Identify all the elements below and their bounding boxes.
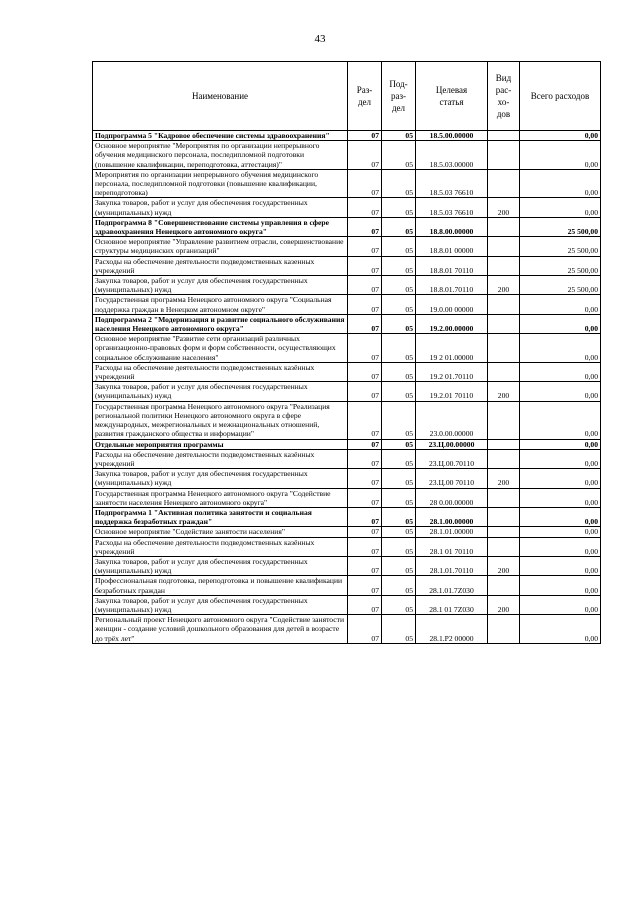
cell-name: Подпрограмма 8 "Совершенствование системы управления в сфере здравоохранения Ненецкого автономного округа" bbox=[93, 217, 348, 236]
cell-section: 07 bbox=[348, 449, 382, 468]
cell-expense-type: 200 bbox=[488, 595, 520, 614]
table-row bbox=[93, 141, 601, 170]
header-article: Целевая статья bbox=[416, 62, 488, 131]
cell-expense-type bbox=[488, 401, 520, 439]
cell-article: 28.1.01.00000 bbox=[416, 527, 488, 537]
table-row bbox=[93, 382, 601, 401]
table-row bbox=[93, 556, 601, 575]
cell-article: 18.5.03 76610 bbox=[416, 198, 488, 217]
table-row bbox=[93, 449, 601, 468]
cell-expense-type bbox=[488, 169, 520, 198]
cell-expense-type bbox=[488, 237, 520, 256]
cell-name: Основное мероприятие "Мероприятия по организации непрерывного обучения медицинского персонала, последипломной подготовки (повышение квалификации, переподготовка, аттестация)" bbox=[93, 141, 348, 170]
table-header-row bbox=[93, 62, 601, 131]
cell-name: Закупка товаров, работ и услуг для обеспечения государственных (муниципальных) нужд bbox=[93, 595, 348, 614]
cell-total: 0,00 bbox=[520, 595, 601, 614]
cell-section: 07 bbox=[348, 469, 382, 488]
cell-total: 25 500,00 bbox=[520, 217, 601, 236]
cell-section: 07 bbox=[348, 401, 382, 439]
cell-name: Закупка товаров, работ и услуг для обеспечения государственных (муниципальных) нужд bbox=[93, 556, 348, 575]
cell-subsection: 05 bbox=[382, 439, 416, 449]
cell-section: 07 bbox=[348, 595, 382, 614]
table-row bbox=[93, 276, 601, 295]
cell-name: Государственная программа Ненецкого автономного округа "Реализация региональной политики Ненецкого автономного округа в сфере международных, межрегиональных и межнациональных отношений, развития гражданского общества и информации" bbox=[93, 401, 348, 439]
table-row bbox=[93, 401, 601, 439]
cell-article: 28.1 01 70110 bbox=[416, 537, 488, 556]
cell-expense-type bbox=[488, 488, 520, 507]
table-row bbox=[93, 537, 601, 556]
cell-total: 0,00 bbox=[520, 469, 601, 488]
cell-subsection: 05 bbox=[382, 256, 416, 275]
cell-article: 28.1.01.70110 bbox=[416, 556, 488, 575]
cell-subsection: 05 bbox=[382, 198, 416, 217]
table-row bbox=[93, 439, 601, 449]
cell-section: 07 bbox=[348, 527, 382, 537]
cell-total: 0,00 bbox=[520, 334, 601, 363]
table-row bbox=[93, 169, 601, 198]
cell-article: 19.2.00.00000 bbox=[416, 314, 488, 333]
cell-name: Подпрограмма 2 "Модернизация и развитие социального обслуживания населения Ненецкого автономного округа" bbox=[93, 314, 348, 333]
cell-name: Подпрограмма 5 "Кадровое обеспечение системы здравоохранения" bbox=[93, 131, 348, 141]
cell-total: 0,00 bbox=[520, 439, 601, 449]
cell-section: 07 bbox=[348, 556, 382, 575]
cell-article: 18.5.03.00000 bbox=[416, 141, 488, 170]
cell-expense-type bbox=[488, 537, 520, 556]
cell-expense-type bbox=[488, 334, 520, 363]
cell-expense-type bbox=[488, 576, 520, 595]
cell-total: 0,00 bbox=[520, 556, 601, 575]
cell-expense-type bbox=[488, 362, 520, 381]
cell-subsection: 05 bbox=[382, 314, 416, 333]
table-row bbox=[93, 576, 601, 595]
cell-section: 07 bbox=[348, 507, 382, 526]
table-row bbox=[93, 488, 601, 507]
cell-name: Основное мероприятие "Развитие сети организаций различных организационно-правовых форм и форм собственности, осуществляющих социальное обслуживание населения" bbox=[93, 334, 348, 363]
cell-total: 0,00 bbox=[520, 615, 601, 644]
table-row bbox=[93, 237, 601, 256]
table-row bbox=[93, 198, 601, 217]
cell-name: Профессиональная подготовка, переподготовка и повышение квалификации безработных граждан bbox=[93, 576, 348, 595]
cell-expense-type bbox=[488, 295, 520, 314]
cell-section: 07 bbox=[348, 576, 382, 595]
cell-section: 07 bbox=[348, 217, 382, 236]
cell-total: 0,00 bbox=[520, 507, 601, 526]
cell-expense-type: 200 bbox=[488, 469, 520, 488]
cell-total: 0,00 bbox=[520, 576, 601, 595]
cell-name: Расходы на обеспечение деятельности подведомственных казённых учреждений bbox=[93, 449, 348, 468]
cell-expense-type bbox=[488, 217, 520, 236]
cell-subsection: 05 bbox=[382, 537, 416, 556]
cell-section: 07 bbox=[348, 615, 382, 644]
header-total: Всего расходов bbox=[520, 62, 601, 131]
cell-total: 0,00 bbox=[520, 527, 601, 537]
cell-subsection: 05 bbox=[382, 334, 416, 363]
cell-expense-type bbox=[488, 507, 520, 526]
cell-name: Закупка товаров, работ и услуг для обеспечения государственных (муниципальных) нужд bbox=[93, 469, 348, 488]
cell-article: 18.8.00.00000 bbox=[416, 217, 488, 236]
cell-name: Расходы на обеспечение деятельности подведомственных казенных учреждений bbox=[93, 256, 348, 275]
cell-expense-type bbox=[488, 449, 520, 468]
cell-total: 0,00 bbox=[520, 449, 601, 468]
cell-subsection: 05 bbox=[382, 595, 416, 614]
cell-name: Закупка товаров, работ и услуг для обеспечения государственных (муниципальных) нужд bbox=[93, 382, 348, 401]
cell-expense-type bbox=[488, 615, 520, 644]
cell-total: 0,00 bbox=[520, 488, 601, 507]
cell-total: 0,00 bbox=[520, 401, 601, 439]
cell-article: 19.2 01.70110 bbox=[416, 362, 488, 381]
table-body bbox=[93, 131, 601, 644]
cell-subsection: 05 bbox=[382, 169, 416, 198]
cell-subsection: 05 bbox=[382, 217, 416, 236]
cell-total: 0,00 bbox=[520, 131, 601, 141]
cell-name: Государственная программа Ненецкого автономного округа "Социальная поддержка граждан в Ненецком автономном округе" bbox=[93, 295, 348, 314]
cell-section: 07 bbox=[348, 382, 382, 401]
cell-subsection: 05 bbox=[382, 401, 416, 439]
cell-article: 23.0.00.00000 bbox=[416, 401, 488, 439]
cell-article: 28.1.00.00000 bbox=[416, 507, 488, 526]
cell-article: 18.8.01 00000 bbox=[416, 237, 488, 256]
cell-article: 23.Ц.00 70110 bbox=[416, 469, 488, 488]
table-row bbox=[93, 527, 601, 537]
cell-name: Отдельные мероприятия программы bbox=[93, 439, 348, 449]
cell-subsection: 05 bbox=[382, 556, 416, 575]
cell-name: Закупка товаров, работ и услуг для обеспечения государственных (муниципальных) нужд bbox=[93, 198, 348, 217]
table-row bbox=[93, 615, 601, 644]
cell-total: 25 500,00 bbox=[520, 237, 601, 256]
cell-section: 07 bbox=[348, 334, 382, 363]
cell-name: Региональный проект Ненецкого автономного округа "Содействие занятости женщин - создание условий дошкольного образования для детей в возрасте до трёх лет" bbox=[93, 615, 348, 644]
page-number: 43 bbox=[314, 33, 326, 45]
cell-expense-type: 200 bbox=[488, 276, 520, 295]
cell-section: 07 bbox=[348, 198, 382, 217]
table-row bbox=[93, 595, 601, 614]
cell-name: Подпрограмма 1 "Активная политика занятости и социальная поддержка безработных граждан" bbox=[93, 507, 348, 526]
budget-table bbox=[92, 61, 601, 644]
cell-article: 18.8.01 70110 bbox=[416, 256, 488, 275]
cell-expense-type bbox=[488, 527, 520, 537]
table-row bbox=[93, 131, 601, 141]
cell-total: 25 500,00 bbox=[520, 276, 601, 295]
cell-section: 07 bbox=[348, 169, 382, 198]
table-row bbox=[93, 295, 601, 314]
cell-section: 07 bbox=[348, 276, 382, 295]
cell-total: 0,00 bbox=[520, 382, 601, 401]
cell-section: 07 bbox=[348, 314, 382, 333]
cell-name: Закупка товаров, работ и услуг для обеспечения государственных (муниципальных) нужд bbox=[93, 276, 348, 295]
cell-article: 28 0.00.00000 bbox=[416, 488, 488, 507]
cell-article: 18.5.00.00000 bbox=[416, 131, 488, 141]
table-row bbox=[93, 256, 601, 275]
table-row bbox=[93, 469, 601, 488]
cell-expense-type: 200 bbox=[488, 198, 520, 217]
cell-total: 0,00 bbox=[520, 295, 601, 314]
cell-total: 0,00 bbox=[520, 198, 601, 217]
cell-expense-type bbox=[488, 131, 520, 141]
cell-article: 19.2.01 70110 bbox=[416, 382, 488, 401]
cell-subsection: 05 bbox=[382, 527, 416, 537]
header-section: Раз- дел bbox=[348, 62, 382, 131]
cell-subsection: 05 bbox=[382, 276, 416, 295]
cell-expense-type bbox=[488, 256, 520, 275]
cell-subsection: 05 bbox=[382, 488, 416, 507]
cell-subsection: 05 bbox=[382, 362, 416, 381]
cell-name: Мероприятия по организации непрерывного обучения медицинского персонала, последипломной подготовки (повышение квалификации, переподготовка) bbox=[93, 169, 348, 198]
cell-subsection: 05 bbox=[382, 237, 416, 256]
cell-article: 28.1.P2 00000 bbox=[416, 615, 488, 644]
table-row bbox=[93, 334, 601, 363]
cell-total: 0,00 bbox=[520, 169, 601, 198]
header-expense-type: Вид рас- хо- дов bbox=[488, 62, 520, 131]
cell-subsection: 05 bbox=[382, 507, 416, 526]
cell-name: Расходы на обеспечение деятельности подведомственных казённых учреждений bbox=[93, 537, 348, 556]
cell-name: Основное мероприятие "Содействие занятости населения" bbox=[93, 527, 348, 537]
cell-expense-type: 200 bbox=[488, 556, 520, 575]
cell-total: 25 500,00 bbox=[520, 256, 601, 275]
cell-section: 07 bbox=[348, 488, 382, 507]
cell-article: 23.Ц.00.00000 bbox=[416, 439, 488, 449]
cell-expense-type bbox=[488, 439, 520, 449]
cell-name: Расходы на обеспечение деятельности подведомственных казённых учреждений bbox=[93, 362, 348, 381]
cell-name: Государственная программа Ненецкого автономного округа "Содействие занятости населения Ненецкого автономного округа" bbox=[93, 488, 348, 507]
cell-subsection: 05 bbox=[382, 141, 416, 170]
table-row bbox=[93, 314, 601, 333]
cell-name: Основное мероприятие "Управление развитием отрасли, совершенствование структуры медицинских организаций" bbox=[93, 237, 348, 256]
cell-section: 07 bbox=[348, 537, 382, 556]
cell-section: 07 bbox=[348, 295, 382, 314]
cell-subsection: 05 bbox=[382, 382, 416, 401]
cell-subsection: 05 bbox=[382, 449, 416, 468]
header-subsection: Под- раз- дел bbox=[382, 62, 416, 131]
cell-article: 18.8.01.70110 bbox=[416, 276, 488, 295]
cell-article: 19 2 01.00000 bbox=[416, 334, 488, 363]
cell-total: 0,00 bbox=[520, 141, 601, 170]
cell-section: 07 bbox=[348, 439, 382, 449]
cell-total: 0,00 bbox=[520, 314, 601, 333]
cell-expense-type bbox=[488, 141, 520, 170]
cell-article: 23.Ц.00.70110 bbox=[416, 449, 488, 468]
table-row bbox=[93, 362, 601, 381]
table-row bbox=[93, 507, 601, 526]
cell-section: 07 bbox=[348, 141, 382, 170]
cell-total: 0,00 bbox=[520, 537, 601, 556]
cell-subsection: 05 bbox=[382, 576, 416, 595]
cell-article: 19.0.00 00000 bbox=[416, 295, 488, 314]
cell-section: 07 bbox=[348, 237, 382, 256]
cell-article: 28.1.01.7Z030 bbox=[416, 576, 488, 595]
table-row bbox=[93, 217, 601, 236]
header-name: Наименование bbox=[93, 62, 348, 131]
cell-section: 07 bbox=[348, 362, 382, 381]
cell-subsection: 05 bbox=[382, 295, 416, 314]
cell-section: 07 bbox=[348, 256, 382, 275]
cell-article: 28.1 01 7Z030 bbox=[416, 595, 488, 614]
cell-article: 18.5.03 76610 bbox=[416, 169, 488, 198]
cell-expense-type: 200 bbox=[488, 382, 520, 401]
cell-expense-type bbox=[488, 314, 520, 333]
cell-subsection: 05 bbox=[382, 615, 416, 644]
cell-total: 0,00 bbox=[520, 362, 601, 381]
cell-subsection: 05 bbox=[382, 469, 416, 488]
cell-section: 07 bbox=[348, 131, 382, 141]
cell-subsection: 05 bbox=[382, 131, 416, 141]
